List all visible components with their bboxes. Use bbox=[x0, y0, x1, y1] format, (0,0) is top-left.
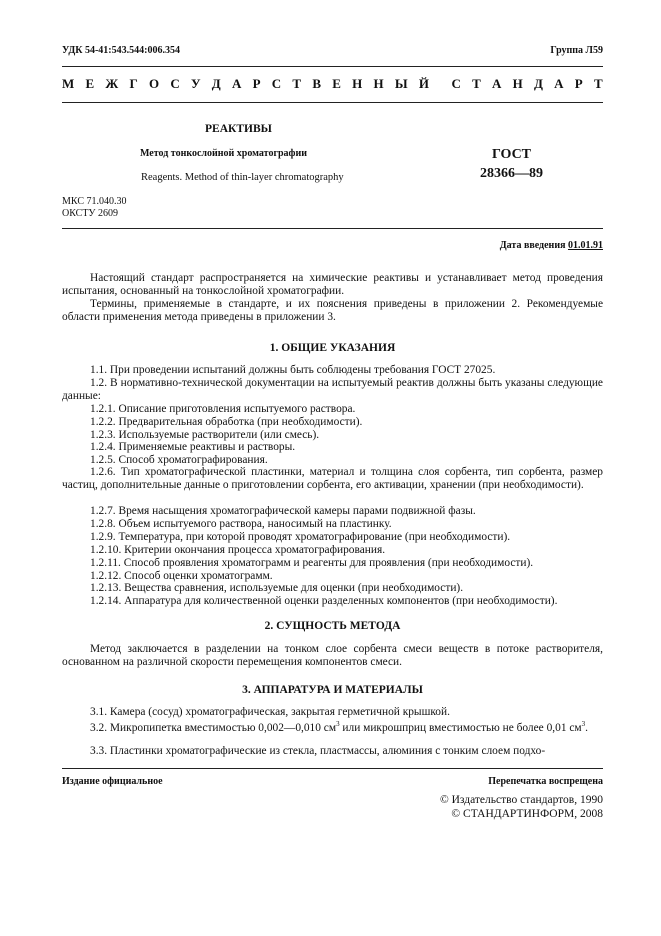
copyright-block bbox=[440, 793, 603, 821]
list-item: 1.2.12. Способ оценки хроматограмм. bbox=[90, 570, 273, 582]
banner-letter: Т bbox=[472, 76, 481, 91]
banner-letter: Е bbox=[85, 76, 95, 91]
banner-letter: Н bbox=[352, 76, 363, 91]
document-subtitle-ru: Метод тонкослойной хроматографии bbox=[140, 148, 307, 159]
banner-letter: Й bbox=[418, 76, 429, 91]
banner-letter: Д bbox=[211, 76, 221, 91]
banner-letter: С bbox=[451, 76, 461, 91]
banner-letter: Е bbox=[332, 76, 341, 91]
banner-letter: Т bbox=[292, 76, 302, 91]
list-item: 1.2.14. Аппаратура для количественной оценки разделенных компонентов (при необходимости). bbox=[90, 595, 558, 607]
banner-letter: С bbox=[271, 76, 282, 91]
banner-letter: В bbox=[312, 76, 321, 91]
banner-letter: М bbox=[62, 76, 75, 91]
banner-letter: О bbox=[149, 76, 160, 91]
gost-label: ГОСТ bbox=[491, 147, 532, 162]
list-item: 1.2.8. Объем испытуемого раствора, наносимый на пластинку. bbox=[90, 518, 392, 530]
classification-codes bbox=[62, 196, 126, 220]
banner-letter: Т bbox=[593, 76, 603, 91]
top-rule bbox=[62, 66, 603, 67]
list-item: 1.2.11. Способ проявления хроматограмм и реагенты для проявления (при необходимости). bbox=[90, 557, 534, 569]
copyright-line: © СТАНДАРТИНФОРМ, 2008 bbox=[451, 808, 603, 820]
list-item: 1.2.2. Предварительная обработка (при необходимости). bbox=[90, 416, 363, 428]
list-item: 3.3. Пластинки хроматографические из стекла, пластмассы, алюминия с тонким слоем подхо- bbox=[90, 745, 546, 757]
list-item: 1.2.9. Температура, при которой проводят хроматографирование (при необходимости). bbox=[90, 531, 511, 543]
banner-letter: А bbox=[231, 76, 242, 91]
interstate-standard-banner bbox=[62, 76, 603, 92]
list-item: 1.2.10. Критерии окончания процесса хроматографирования. bbox=[90, 544, 386, 556]
intro-paragraph: Термины, применяемые в стандарте, и их пояснения приведены в приложении 2. Рекомендуемые области применения метода приведены в приложении 3. bbox=[62, 298, 603, 323]
copyright-line: © Издательство стандартов, 1990 bbox=[439, 794, 603, 806]
official-edition-label: Издание официальное bbox=[62, 776, 163, 787]
list-item: 1.2.5. Способ хроматографирования. bbox=[90, 454, 268, 466]
document-title: РЕАКТИВЫ bbox=[205, 123, 272, 135]
section-heading: 2. СУЩНОСТЬ МЕТОДА bbox=[264, 620, 401, 632]
list-item: 1.2.7. Время насыщения хроматографической камеры парами подвижной фазы. bbox=[90, 505, 476, 517]
banner-letter: Н bbox=[512, 76, 523, 91]
list-item: 1.2.1. Описание приготовления испытуемого раствора. bbox=[90, 403, 356, 415]
gost-code: 28366—89 bbox=[480, 166, 543, 181]
date-value: 01.01.91 bbox=[568, 240, 603, 251]
introduction-date bbox=[500, 240, 603, 251]
banner-letter: У bbox=[191, 76, 201, 91]
banner-letter: А bbox=[491, 76, 502, 91]
document-subtitle-en: Reagents. Method of thin-layer chromatography bbox=[141, 172, 344, 183]
gost-number bbox=[480, 145, 543, 183]
section-heading: 1. ОБЩИЕ УКАЗАНИЯ bbox=[269, 342, 396, 354]
banner-letter: Г bbox=[129, 76, 138, 91]
title-rule bbox=[62, 228, 603, 229]
list-item: 3.2. Микропипетка вместимостью 0,002—0,010 $см^3$ или микрошприц вместимостью не более 0,01 $см^3$. bbox=[90, 720, 588, 734]
footer-rule bbox=[62, 768, 603, 769]
intro-paragraph: Настоящий стандарт распространяется на химические реактивы и устанавливает метод проведения испытания, основанный на тонкослойной хроматографии. bbox=[62, 272, 603, 297]
banner-letter: Р bbox=[252, 76, 261, 91]
banner-letter: Ж bbox=[105, 76, 119, 91]
section-heading: 3. АППАРАТУРА И МАТЕРИАЛЫ bbox=[242, 684, 423, 696]
banner-letter: Ы bbox=[394, 76, 408, 91]
list-item: 1.2.13. Вещества сравнения, используемые для оценки (при необходимости). bbox=[90, 582, 464, 594]
mks-code: МКС 71.040.30 bbox=[62, 196, 127, 207]
udk-code: УДК 54-41:543.544:006.354 bbox=[62, 45, 180, 56]
list-item: 1.2.4. Применяемые реактивы и растворы. bbox=[90, 441, 296, 453]
section-paragraph: Метод заключается в разделении на тонком слое сорбента смеси веществ в потоке растворителя, основанном на различной скорости перемещения компонентов смеси. bbox=[62, 643, 603, 668]
reprint-notice: Перепечатка воспрещена bbox=[488, 776, 603, 787]
banner-rule bbox=[62, 102, 603, 103]
list-item: 1.2. В нормативно-технической документации на испытуемый реактив должны быть указаны следующие данные: bbox=[62, 377, 603, 402]
banner-letter: С bbox=[170, 76, 180, 91]
banner-letter: А bbox=[554, 76, 564, 91]
list-item: 1.1. При проведении испытаний должны быть соблюдены требования ГОСТ 27025. bbox=[90, 364, 496, 376]
banner-letter: Р bbox=[574, 76, 583, 91]
banner-letter: Н bbox=[373, 76, 384, 91]
group-code: Группа Л59 bbox=[550, 45, 603, 56]
banner-letter: Д bbox=[533, 76, 543, 91]
list-item: 1.2.6. Тип хроматографической пластинки, материал и толщина слоя сорбента, тип сорбента, размер частиц, дополнительные данные о приготовлении сорбента, его активации, хранении (при необходимости). bbox=[62, 466, 603, 491]
list-item: 3.1. Камера (сосуд) хроматографическая, закрытая герметичной крышкой. bbox=[90, 706, 450, 718]
okstu-code: ОКСТУ 2609 bbox=[62, 208, 119, 219]
date-label: Дата введения bbox=[499, 240, 566, 251]
list-item: 1.2.3. Используемые растворители (или смесь). bbox=[90, 429, 320, 441]
